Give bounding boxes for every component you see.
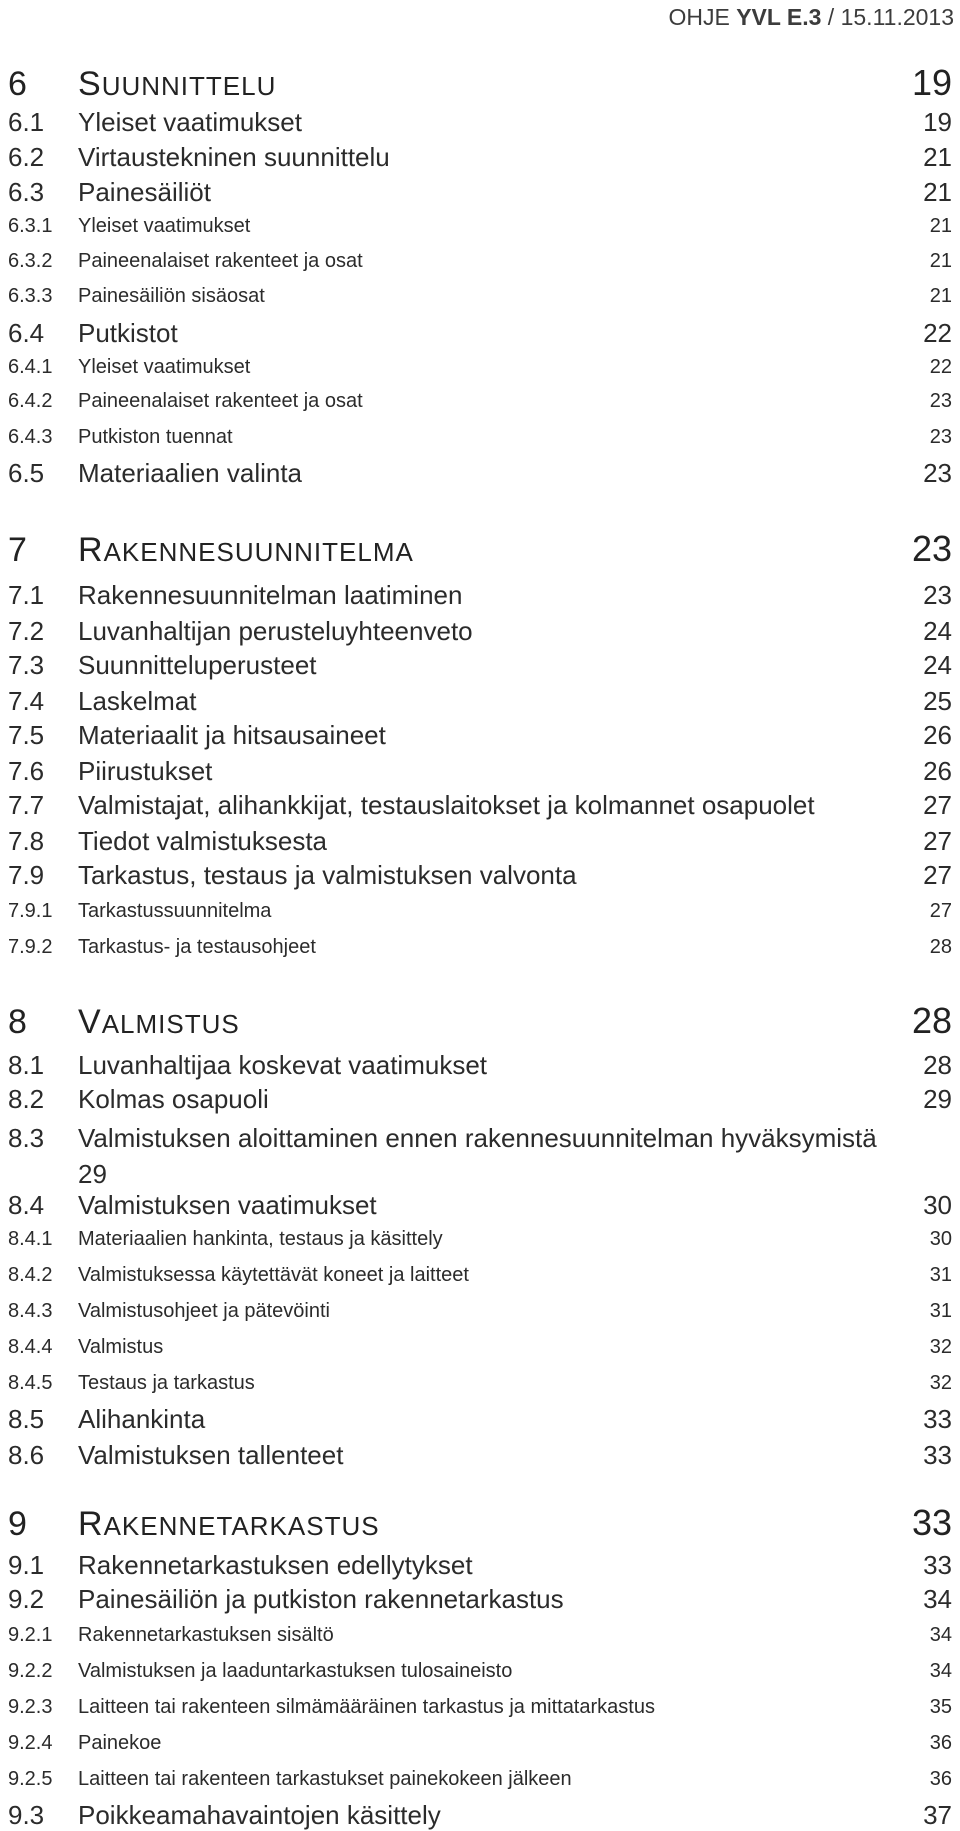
toc-entry[interactable] [8,686,952,717]
toc-entry[interactable] [8,860,952,891]
entry-page-number: 27 [923,790,952,820]
toc-entry[interactable] [8,1550,952,1581]
entry-number: 8.3 [8,1123,45,1153]
toc-entry[interactable] [8,1264,952,1287]
entry-page-number: 21 [929,215,952,237]
entry-number: 6.4.2 [8,390,53,412]
entry-title: Painesäiliöt [78,177,211,207]
chapter-title [78,528,912,570]
entry-page-number: 23 [923,458,952,488]
toc-entry[interactable] [8,1120,952,1189]
toc-entry[interactable] [8,215,952,238]
entry-page-number: 33 [911,1502,952,1543]
entry-number: 9.2.1 [8,1624,53,1646]
toc-entry[interactable] [8,1584,952,1615]
toc-entry[interactable] [8,285,952,308]
entry-page-number: 19 [923,107,952,137]
toc-entry[interactable] [8,616,952,647]
entry-title: Materiaalit ja hitsausaineet [78,720,386,750]
entry-page-number: 28 [923,1050,952,1080]
toc-entry[interactable] [8,1732,952,1755]
entry-page-number: 34 [929,1660,952,1682]
entry-number: 8.4.2 [8,1264,53,1286]
entry-page-number: 32 [929,1336,952,1358]
toc-entry[interactable] [8,720,952,751]
entry-page-number: 25 [923,686,952,716]
entry-page-number: 21 [929,285,952,307]
entry-number: 9.2.4 [8,1732,53,1754]
entry-title: Rakennetarkastuksen sisältö [78,1624,334,1646]
toc-entry[interactable] [8,356,952,379]
entry-number: 7.9.2 [8,936,53,958]
entry-page-number: 21 [923,142,952,172]
chapter-title-initial: R [78,1505,104,1543]
entry-number: 8.4.5 [8,1372,53,1394]
entry-title: Yleiset vaatimukset [78,215,251,237]
entry-title: Materiaalien hankinta, testaus ja käsittely [78,1228,443,1250]
entry-page-number: 33 [923,1550,952,1580]
entry-page-number: 33 [923,1440,952,1470]
chapter-title-initial: R [78,531,104,569]
toc-entry[interactable] [8,1660,952,1683]
toc-entry[interactable] [8,1440,952,1471]
entry-number: 8 [8,1003,27,1041]
toc-entry[interactable] [8,458,952,489]
entry-page-number: 27 [923,826,952,856]
entry-page-number: 36 [929,1768,952,1790]
header-document-id: YVL E.3 [736,4,822,30]
entry-number: 8.4.3 [8,1300,53,1322]
entry-title: Laskelmat [78,686,197,716]
toc-entry[interactable] [8,1050,952,1081]
entry-title: Painesäiliön ja putkiston rakennetarkastus [78,1584,564,1614]
toc-entry[interactable] [8,756,952,787]
entry-number: 7.1 [8,580,45,610]
entry-number: 7.5 [8,720,45,750]
chapter-title-initial: S [78,65,102,103]
toc-entry[interactable] [8,1696,952,1719]
entry-title: Valmistus [78,1336,164,1358]
toc-entry[interactable] [8,1768,952,1791]
entry-title: Poikkeamahavaintojen käsittely [78,1800,441,1830]
entry-number: 6.2 [8,142,45,172]
entry-number: 7.7 [8,790,45,820]
entry-title: Tarkastussuunnitelma [78,900,272,922]
entry-page-number: 26 [923,756,952,786]
toc-entry[interactable] [8,142,952,173]
entry-number: 9.2.2 [8,1660,53,1682]
entry-number: 7.8 [8,826,45,856]
entry-title: Rakennesuunnitelman laatiminen [78,580,463,610]
chapter-title-rest: UUNNITTELU [101,71,277,101]
entry-number: 8.5 [8,1404,45,1434]
entry-title: Testaus ja tarkastus [78,1372,255,1394]
toc-chapter[interactable] [8,62,952,104]
entry-number: 7.9.1 [8,900,53,922]
entry-number: 9.3 [8,1800,45,1830]
toc-entry[interactable] [8,650,952,681]
entry-number: 7.6 [8,756,45,786]
entry-title: Kolmas osapuoli [78,1084,269,1114]
entry-number: 6.4.1 [8,356,53,378]
entry-title: Yleiset vaatimukset [78,356,251,378]
entry-page-number: 24 [923,650,952,680]
entry-number: 8.6 [8,1440,45,1470]
entry-page-number: 28 [911,1000,952,1041]
entry-title: Paineenalaiset rakenteet ja osat [78,390,363,412]
entry-page-number: 28 [929,936,952,958]
chapter-title-rest: AKENNETARKASTUS [103,1511,380,1541]
toc-entry[interactable] [8,1800,952,1831]
entry-page-number: 37 [923,1800,952,1830]
toc-entry[interactable] [8,826,952,857]
entry-page-number: 23 [929,390,952,412]
toc-entry[interactable] [8,426,952,449]
entry-title: Valmistuksen tallenteet [78,1440,344,1470]
entry-page-number: 32 [929,1372,952,1394]
toc-entry[interactable] [8,580,952,611]
toc-entry[interactable] [8,177,952,208]
entry-number: 9.2.5 [8,1768,53,1790]
chapter-title [78,62,912,104]
toc-entry[interactable] [8,1300,952,1323]
entry-number: 9 [8,1505,27,1543]
toc-entry[interactable] [8,1336,952,1359]
entry-title: Suunnitteluperusteet [78,650,317,680]
entry-title: Putkistot [78,318,178,348]
entry-title: Virtaustekninen suunnittelu [78,142,390,172]
toc-entry[interactable] [8,790,952,821]
entry-number: 8.2 [8,1084,45,1114]
entry-number: 6.4.3 [8,426,53,448]
chapter-title [78,1502,912,1544]
entry-page-number: 35 [929,1696,952,1718]
entry-page-number: 22 [923,318,952,348]
entry-title: Valmistuksen vaatimukset [78,1190,377,1220]
entry-number: 8.1 [8,1050,45,1080]
toc-entry[interactable] [8,250,952,273]
entry-title: Materiaalien valinta [78,458,303,488]
entry-title: Laitteen tai rakenteen silmämääräinen tarkastus ja mittatarkastus [78,1696,655,1718]
entry-number: 7 [8,531,27,569]
entry-number: 6.3.2 [8,250,53,272]
entry-number: 9.1 [8,1550,45,1580]
entry-number: 7.2 [8,616,45,646]
entry-title: Valmistuksen ja laaduntarkastuksen tulosaineisto [78,1660,513,1682]
entry-page-number: 33 [923,1404,952,1434]
entry-title: Tarkastus- ja testausohjeet [78,936,316,958]
toc-chapter[interactable] [8,528,952,570]
entry-number: 8.4 [8,1190,45,1220]
entry-page-number: 34 [929,1624,952,1646]
entry-title: Tarkastus, testaus ja valmistuksen valvonta [78,860,577,890]
toc-entry[interactable] [8,1624,952,1647]
entry-page-number: 26 [923,720,952,750]
toc-chapter[interactable] [8,1000,952,1042]
entry-page-number: 21 [923,177,952,207]
toc-entry[interactable] [8,936,952,959]
toc-entry[interactable] [8,1084,952,1115]
chapter-title-rest: ALMISTUS [101,1009,240,1039]
toc-entry[interactable] [8,900,952,923]
toc-chapter[interactable] [8,1502,952,1544]
toc-entry[interactable] [8,107,952,138]
entry-page-number: 29 [923,1084,952,1114]
entry-page-number: 27 [923,860,952,890]
entry-page-number: 29 [78,1159,107,1189]
entry-number: 9.2 [8,1584,45,1614]
entry-number: 7.9 [8,860,45,890]
entry-title: Valmistajat, alihankkijat, testauslaitokset ja kolmannet osapuolet [78,790,815,820]
toc-entry[interactable] [8,1190,952,1221]
entry-page-number: 31 [929,1264,952,1286]
entry-number: 6.3.1 [8,215,53,237]
entry-number: 7.3 [8,650,45,680]
entry-number: 6.4 [8,318,45,348]
entry-text [78,1120,952,1192]
toc-entry[interactable] [8,1228,952,1251]
entry-page-number: 36 [929,1732,952,1754]
entry-number: 8.4.4 [8,1336,53,1358]
entry-page-number: 19 [911,62,952,103]
entry-page-number: 23 [911,528,952,569]
page-header [668,4,954,31]
entry-number: 6 [8,65,27,103]
entry-number: 6.3 [8,177,45,207]
entry-title: Rakennetarkastuksen edellytykset [78,1550,473,1580]
entry-page-number: 34 [923,1584,952,1614]
entry-title: Painesäiliön sisäosat [78,285,265,307]
entry-title: Painekoe [78,1732,162,1754]
entry-page-number: 30 [929,1228,952,1250]
chapter-title-rest: AKENNESUUNNITELMA [103,537,414,567]
entry-page-number: 23 [929,426,952,448]
header-prefix: OHJE [668,4,737,30]
entry-title: Alihankinta [78,1404,206,1434]
entry-page-number: 27 [929,900,952,922]
entry-title: Valmistuksessa käytettävät koneet ja laitteet [78,1264,469,1286]
entry-number: 6.1 [8,107,45,137]
entry-number: 9.2.3 [8,1696,53,1718]
header-date: / 15.11.2013 [821,4,954,30]
entry-title: Piirustukset [78,756,213,786]
entry-title: Luvanhaltijan perusteluyhteenveto [78,616,473,646]
entry-title: Valmistusohjeet ja pätevöinti [78,1300,330,1322]
toc-entry[interactable] [8,1372,952,1395]
entry-title: Yleiset vaatimukset [78,107,302,137]
entry-number: 6.5 [8,458,45,488]
entry-title: Paineenalaiset rakenteet ja osat [78,250,363,272]
entry-title: Putkiston tuennat [78,426,233,448]
entry-page-number: 23 [923,580,952,610]
entry-page-number: 30 [923,1190,952,1220]
chapter-title-initial: V [78,1003,102,1041]
entry-title: Luvanhaltijaa koskevat vaatimukset [78,1050,488,1080]
entry-title: Laitteen tai rakenteen tarkastukset painekokeen jälkeen [78,1768,572,1790]
entry-number: 7.4 [8,686,45,716]
entry-page-number: 31 [929,1300,952,1322]
toc-entry[interactable] [8,390,952,413]
toc-entry[interactable] [8,1404,952,1435]
entry-page-number: 22 [929,356,952,378]
entry-title: Tiedot valmistuksesta [78,826,328,856]
entry-page-number: 21 [929,250,952,272]
chapter-title [78,1000,912,1042]
entry-page-number: 24 [923,616,952,646]
entry-title: Valmistuksen aloittaminen ennen rakennesuunnitelman hyväksymistä [78,1123,877,1153]
entry-number: 8.4.1 [8,1228,53,1250]
toc-entry[interactable] [8,318,952,349]
entry-number: 6.3.3 [8,285,53,307]
